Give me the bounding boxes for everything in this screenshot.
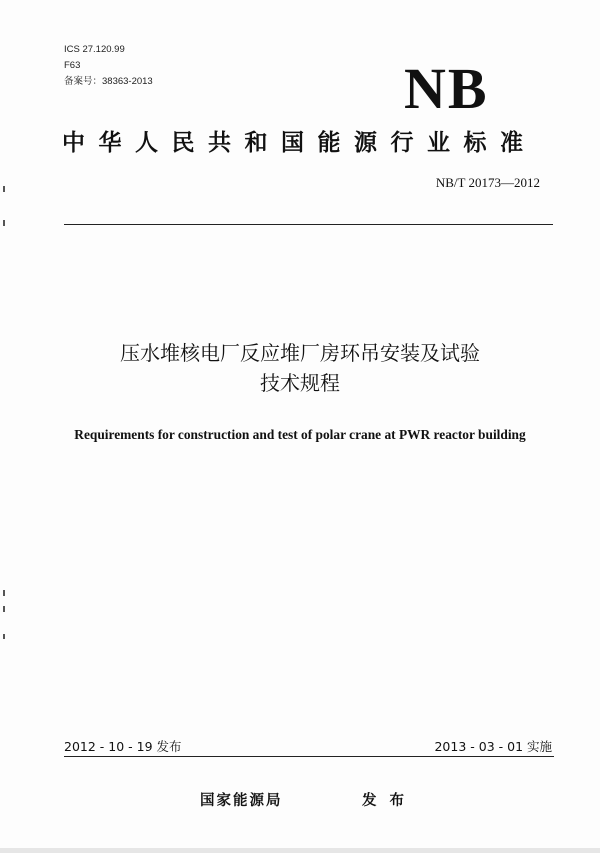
publish-date: 2012 - 10 - 19 发布 [64, 739, 182, 754]
record-number: 备案号：38363-2013 [64, 76, 153, 87]
ccs-code: F63 [64, 60, 81, 71]
standard-number: NB/T 20173—2012 [435, 175, 540, 190]
classification-block [64, 42, 153, 90]
header-divider [64, 224, 553, 225]
footer-divider [64, 756, 554, 757]
issuing-body-title: 中华人民共和国能源行业标准 [62, 130, 537, 156]
scan-mark [3, 220, 5, 226]
nb-logo: NB [404, 56, 489, 121]
chinese-title-line-1: 压水堆核电厂反应堆厂房环吊安装及试验 [120, 341, 480, 365]
chinese-title [0, 338, 600, 398]
scan-mark [3, 186, 5, 192]
chinese-title-line-2: 技术规程 [260, 371, 340, 395]
issue-label: 发 布 [362, 793, 409, 809]
ics-code: ICS 27.120.99 [64, 44, 125, 55]
english-title: Requirements for construction and test of polar crane at PWR reactor building [74, 427, 526, 442]
scan-mark [3, 606, 5, 612]
issuer-name: 国家能源局 [200, 793, 283, 809]
implement-date: 2013 - 03 - 01 实施 [434, 739, 552, 754]
scan-mark [3, 634, 5, 639]
scan-mark [3, 590, 5, 596]
scan-edge [0, 848, 600, 853]
